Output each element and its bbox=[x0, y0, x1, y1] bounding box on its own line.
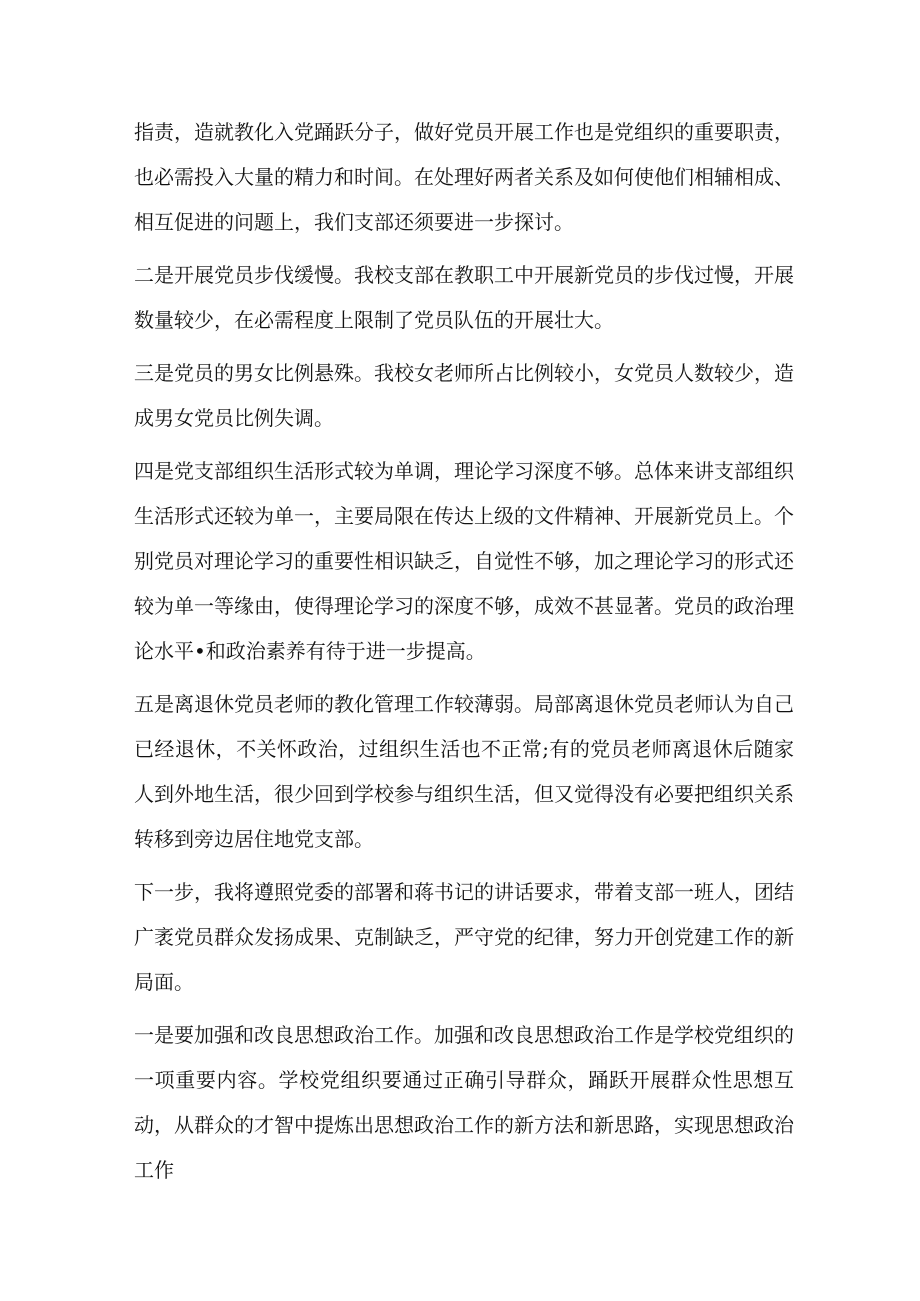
document-body bbox=[134, 110, 794, 1201]
paragraph-3: 三是党员的男女比例悬殊。我校女老师所占比例较小，女党员人数较少，造成男女党员比例失调。 bbox=[134, 361, 794, 430]
paragraph-4: 四是党支部组织生活形式较为单调，理论学习深度不够。总体来讲支部组织生活形式还较为单一，主要局限在传达上级的文件精神、开展新党员上。个别党员对理论学习的重要性相识缺乏，自觉性不够，加之理论学习的形式还较为单一等缘由，使得理论学习的深度不够，成效不甚显著。党员的政治理论水平•和政治素养有待于进一步提高。 bbox=[134, 459, 794, 663]
paragraph-2: 二是开展党员步伐缓慢。我校支部在教职工中开展新党员的步伐过慢，开展数量较少，在必需程度上限制了党员队伍的开展壮大。 bbox=[134, 263, 794, 332]
paragraph-6: 下一步，我将遵照党委的部署和蒋书记的讲话要求，带着支部一班人，团结广袤党员群众发扬成果、克制缺乏，严守党的纪律，努力开创党建工作的新局面。 bbox=[134, 880, 794, 994]
paragraph-5: 五是离退休党员老师的教化管理工作较薄弱。局部离退休党员老师认为自己已经退休，不关怀政治，过组织生活也不正常;有的党员老师离退休后随家人到外地生活，很少回到学校参与组织生活，但又觉得没有必要把组织关系转移到旁边居住地党支部。 bbox=[134, 692, 794, 851]
paragraph-7: 一是要加强和改良思想政治工作。加强和改良思想政治工作是学校党组织的一项重要内容。学校党组织要通过正确引导群众，踊跃开展群众性思想互动，从群众的才智中提炼出思想政治工作的新方法和新思路，实现思想政治工作 bbox=[134, 1023, 794, 1182]
paragraph-1: 指责，造就教化入党踊跃分子，做好党员开展工作也是党组织的重要职责，也必需投入大量的精力和时间。在处理好两者关系及如何使他们相辅相成、相互促进的问题上，我们支部还须要进一步探讨。 bbox=[134, 120, 794, 234]
